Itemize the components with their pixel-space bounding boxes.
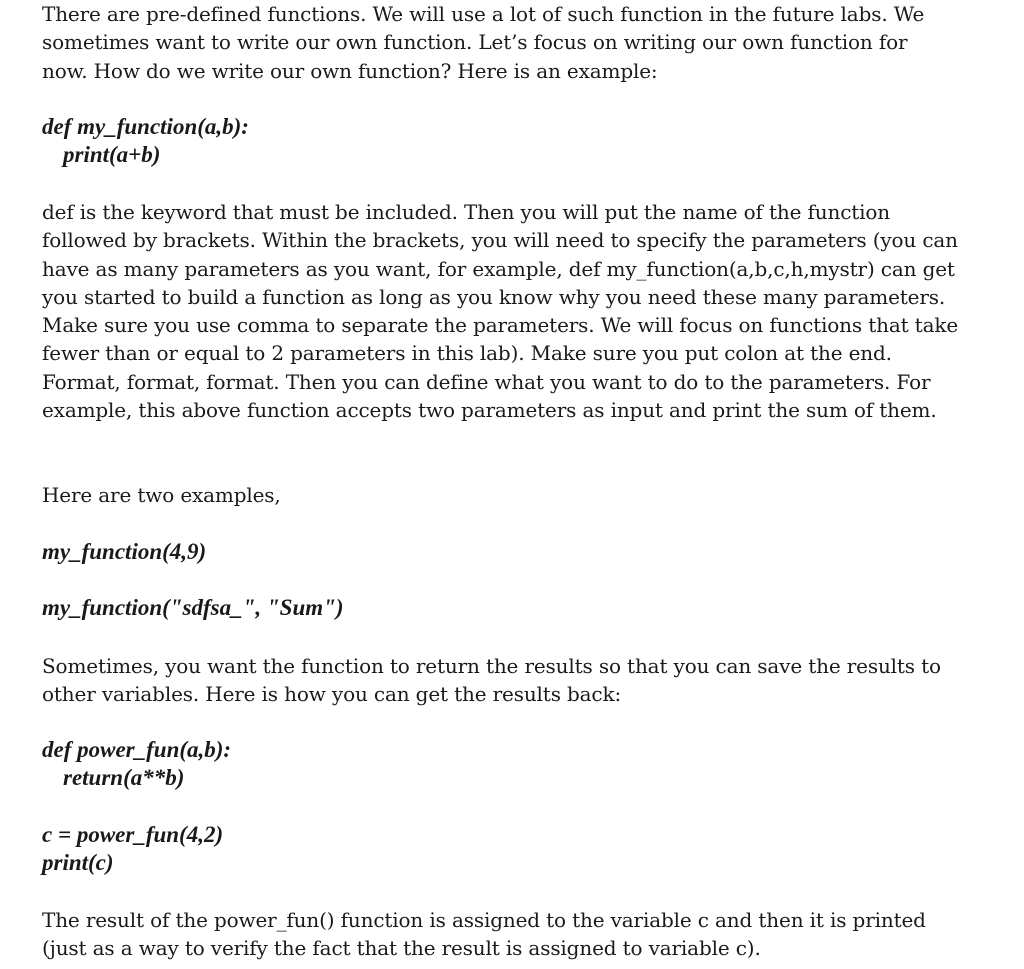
code-line: def power_fun(a,b): <box>42 737 232 762</box>
explanation-paragraph: def is the keyword that must be included. Then you will put the name of the function followed by brackets. Within the brackets, you will need to specify the parameters (you can have as many parameters as you want, for example, def my_function(a,b,c,h,mystr) can get you started to build a function as long as you know why you need these many parameters. Make sure you use comma to separate the parameters. We will focus on functions that take fewer than or equal to 2 parameters in this lab). Make sure you put colon at the end. Format, format, format. Then you can define what you want to do to the parameters. For example, this above function accepts two parameters as input and print the sum of them. <box>42 200 958 423</box>
code-line: return(a**b) <box>63 765 185 790</box>
intro-paragraph: There are pre-defined functions. We will use a lot of such function in the future labs. We sometimes want to write our own function. Let’s focus on writing our own function for now. How do we write our own function? Here is an example: <box>42 2 925 83</box>
code-line: def my_function(a,b): <box>42 114 249 139</box>
code-block-power-fun-call <box>42 821 223 877</box>
code-line: print(a+b) <box>63 142 161 167</box>
code-line: c = power_fun(4,2) <box>42 822 224 847</box>
code-line: print(c) <box>42 850 114 875</box>
result-paragraph: The result of the power_fun() function is assigned to the variable c and then it is printed (just as a way to verify the fact that the result is assigned to variable c). <box>42 908 926 961</box>
code-block-power-fun <box>42 736 231 792</box>
code-example-call-2: my_function("sdfsa_", "Sum") <box>42 595 344 620</box>
code-block-my-function <box>42 113 249 169</box>
return-intro-paragraph: Sometimes, you want the function to return the results so that you can save the results to other variables. Here is how you can get the results back: <box>42 654 941 707</box>
examples-intro: Here are two examples, <box>42 483 281 507</box>
code-example-call-1: my_function(4,9) <box>42 539 207 564</box>
